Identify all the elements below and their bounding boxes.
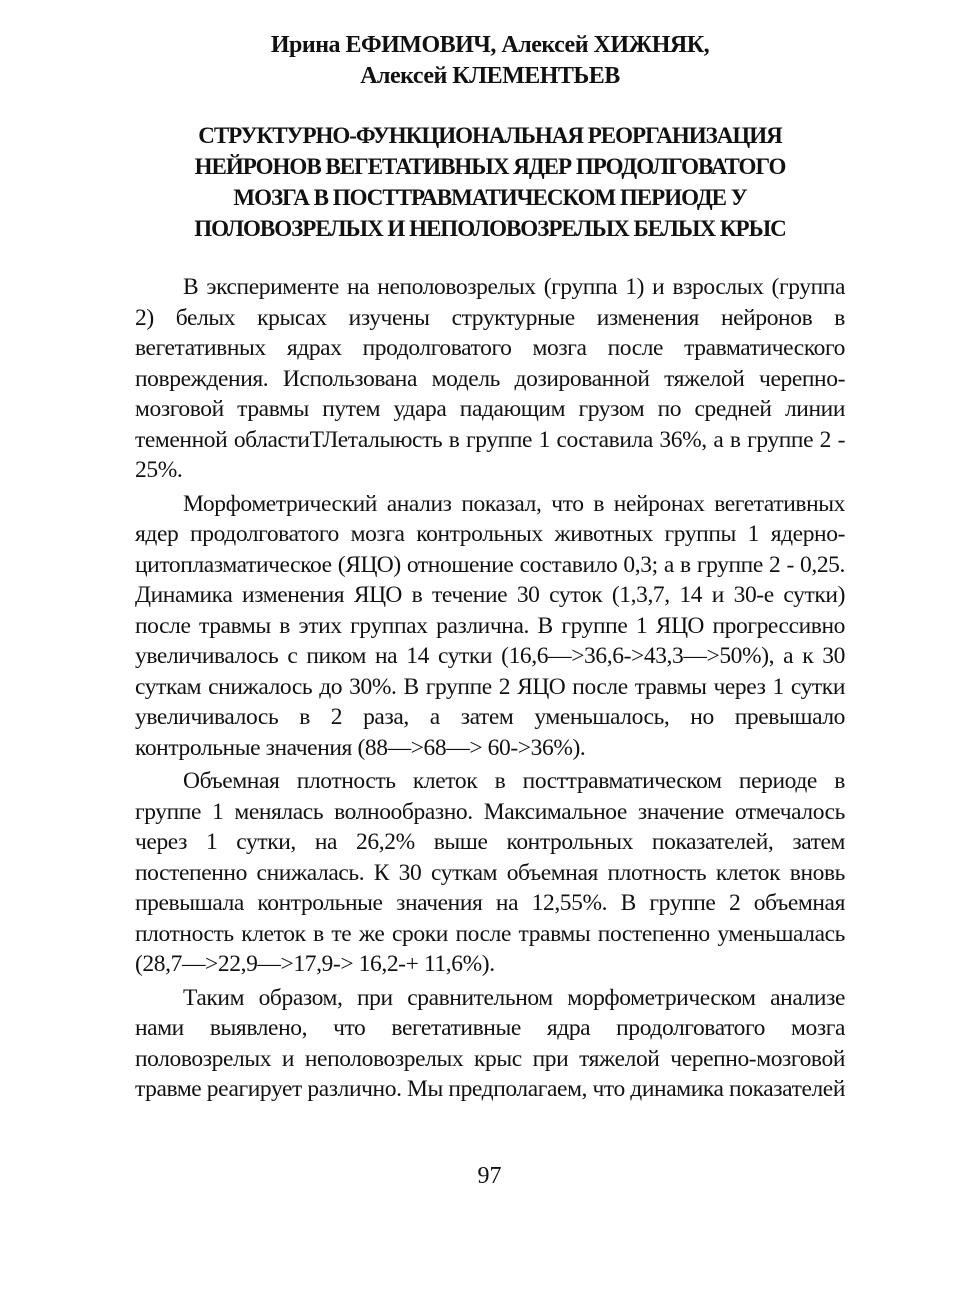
- paragraph: В эксперименте на неполовозрелых (группа 1) и взрослых (группа 2) белых крысах изучены структурные изменения нейронов в вегетативных ядрах продолговатого мозга после травматического повреждения. Использована модель дозированной тяжелой черепно-мозговой травмы путем удара падающим грузом по средней линии теменной областиТЛеталыюсть в группе 1 составила 36%, а в группе 2 - 25%.: [135, 274, 845, 483]
- title-line: МОЗГА В ПОСТТРАВМАТИЧЕСКОМ ПЕРИОДЕ У: [233, 185, 747, 210]
- article-body: [135, 272, 845, 1105]
- paragraph: Морфометрический анализ показал, что в нейронах вегетативных ядер продолговатого мозга контрольных животных группы 1 ядерно-цитоплазматическое (ЯЦО) отношение составило 0,3; а в группе 2 - 0,25. Динамика изменения ЯЦО в течение 30 суток (1,3,7, 14 и 30-е сутки) после травмы в этих группах различна. В группе 1 ЯЦО прогрессивно увеличивалось с пиком на 14 сутки (16,6—>36,6->43,3—>50%), а к 30 суткам снижалось до 30%. В группе 2 ЯЦО после травмы через 1 сутки увеличивалось в 2 раза, а затем уменьшалось, но превышало контрольные значения (88—>68—> 60->36%).: [135, 490, 845, 761]
- paragraph: Таким образом, при сравнительном морфометрическом анализе нами выявлено, что вегетативные ядра продолговатого мозга половозрелых и неполовозрелых крыс при тяжелой черепно-мозговой травме реагирует различно. Мы предполагаем, что динамика показателей: [135, 984, 846, 1102]
- title-line: ПОЛОВОЗРЕЛЫХ И НЕПОЛОВОЗРЕЛЫХ БЕЛЫХ КРЫС: [194, 216, 786, 241]
- paragraph: Объемная плотность клеток в посттравматическом периоде в группе 1 менялась волнообразно. Максимальное значение отмечалось через 1 сутки, на 26,2% выше контрольных показателей, затем постепенно снижалась. К 30 суткам объемная плотность клеток вновь превышала контрольные значения на 12,55%. В группе 2 объемная плотность клеток в те же сроки после травмы постепенно уменьшалась (28,7—>22,9—>17,9-> 16,2-+ 11,6%).: [135, 768, 845, 977]
- title-line: НЕЙРОНОВ ВЕГЕТАТИВНЫХ ЯДЕР ПРОДОЛГОВАТОГО: [194, 154, 786, 179]
- authors-line: Алексей КЛЕМЕНТЬЕВ: [360, 63, 620, 89]
- authors-line: Ирина ЕФИМОВИЧ, Алексей ХИЖНЯК,: [270, 32, 710, 58]
- page-number: 97: [477, 1163, 502, 1189]
- title-line: СТРУКТУРНО-ФУНКЦИОНАЛЬНАЯ РЕОРГАНИЗАЦИЯ: [198, 123, 782, 148]
- article-title: [110, 120, 870, 244]
- authors-block: [120, 30, 860, 92]
